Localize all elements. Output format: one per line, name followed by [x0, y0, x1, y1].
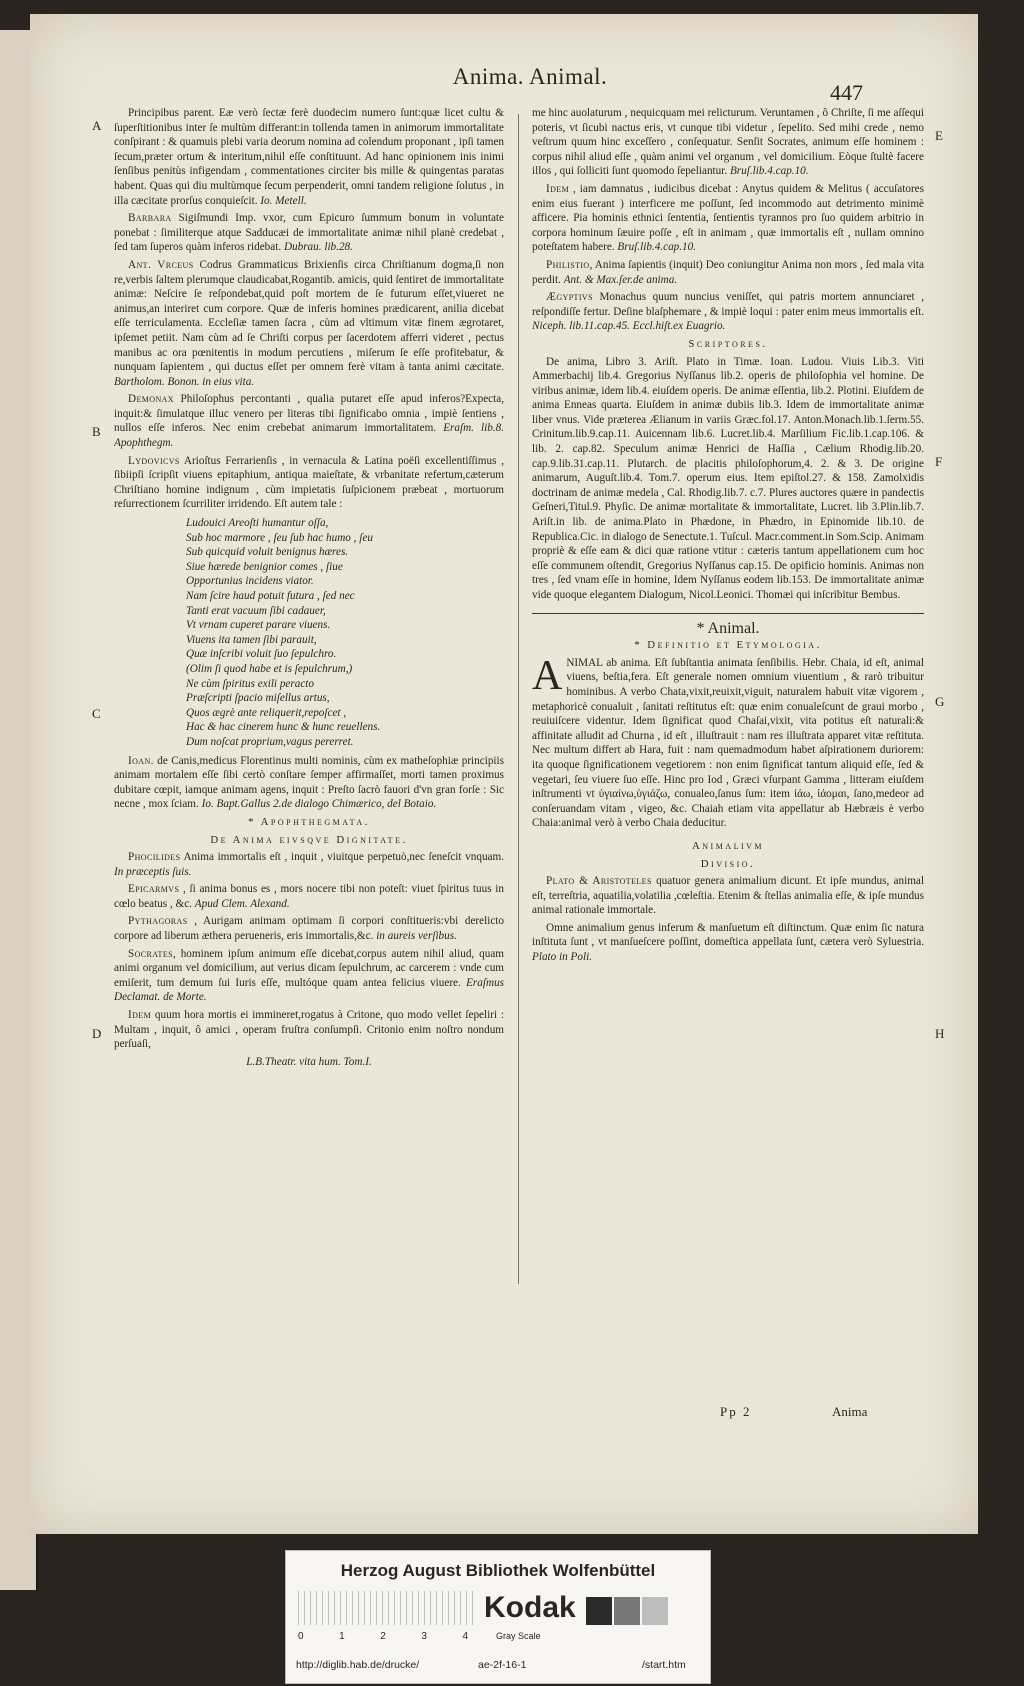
poem-line: Viuens ita tamen ſibi parauit,: [186, 633, 317, 646]
margin-letter-b: B: [92, 424, 101, 439]
paragraph: Ioan. de Canis,medicus Florentinus multi nominis, cùm ex matheſophiæ principiis animam mortalem eſſe ſibi certò conſtare ſemper affirmaſſet, morti tamen proximus dubitare cœpit, iamque animam agens, inquit : Preſto ſacrò fauori d'vn gran forſe : Sic necne , mox ſciam. Io. Bapt.Gallus 2.de dialogo Chimærico, del Botaio.: [114, 754, 504, 811]
ruler-numbers: [298, 1631, 468, 1642]
poem-line: Opportunius incidens viator.: [186, 575, 314, 588]
gray-scale-label: Gray Scale: [496, 1631, 541, 1641]
section-heading: * Animal.: [696, 619, 760, 637]
paragraph: Phocilides Anima immortalis eſt , inquit , viuitque perpetuò,nec ſeneſcit vnquam. In præceptis ſuis.: [114, 851, 504, 878]
signature-mark: Pp 2: [720, 1404, 752, 1419]
poem-line: Vt vrnam cuperet parare viuens.: [186, 619, 331, 632]
paragraph: me hinc auolaturum , nequicquam mei relicturum. Veruntamen , ô Chriſte, ſi me aſſequi poteris, vt ſicubi nactus eris, vt cunque tibi videtur , ſepelito. Sed mihi crede , nemo veſtrum quum hinc exceſſero , conſequatur. Senſit Socrates, animum eſſe hominem : corpus nihil aliud eſſe , quàm animi vel organum , vel domicilium. Eòque ſtultè facere illos , qui ſolliciti ſunt quomodo ſepeliantur. Bruſ.lib.4.cap.10.: [532, 107, 924, 178]
section-rule: [532, 613, 924, 614]
poem-line: Ne cùm ſpiritus exili peracto: [186, 677, 315, 690]
margin-letter-c: C: [92, 706, 101, 721]
book-page: [30, 14, 978, 1534]
right-column: [532, 106, 924, 1446]
poem-line: Nam ſcire haud potuit futura , ſed nec: [186, 590, 355, 602]
page-number: 447: [830, 80, 863, 105]
digital-library-url: http://diglib.hab.de/drucke/: [296, 1659, 420, 1671]
paragraph: Lydovicvs Arioſtus Ferrarienſis , in vernacula & Latina poëſi excellentiſſimus , ſibiipſi ſcripſit viuens epitaphium, antiqua maieſtate, & vrbanitate refertum,cæterum Chriſtiano homine indignum , cùm impietatis ſuſpicionem præbeat , mortuorum reſurrectionem ſcurriliter irridendo. Eſt autem tale :: [114, 454, 504, 511]
paragraph: Omne animalium genus inferum & manſuetum eſt diſtinctum. Quæ enim ſic natura inſtituta ſunt , vt manſueſcere poſſint, domeſtica appellata ſunt, cætera verò Syluestria. Plato in Poli.: [532, 921, 924, 964]
library-name: Herzog August Bibliothek Wolfenbüttel: [340, 1561, 656, 1580]
paragraph: Ægyptivs Monachus quum nuncius veniſſet, qui patris mortem annunciaret , reſpondiſſe fertur. Deſine blaſphemare , & impiè loqui : pater enim meus immortalis eſt. Niceph. lib.11.cap.45. Eccl.hiſt.ex Euagrio.: [532, 291, 924, 333]
scale-ruler: [298, 1591, 478, 1625]
paragraph: Barbara Sigiſmundi Imp. vxor, cum Epicuro ſummum bonum in voluntate ponebat : ſimiliterque atque Sadducæi de immortalitate animæ nihil planè credebat , ſed tam ſuperos quàm inferos ridebat. Dubrau. lib.28.: [114, 212, 504, 254]
paragraph: Epicarmvs , ſi anima bonus es , mors nocere tibi non poteſt: viuet ſpiritus tuus in cœlo beatus , &c. Apud Clem. Alexand.: [114, 883, 504, 910]
paragraph: ANIMAL ab anima. Eſt ſubſtantia animata ſenſibilis. Hebr. Chaia, id eſt, animal viuens, beſtia,fera. Eſt generale nomen omnium viuentium , & rarò tribuitur hominibus. A verbo Chata,vixit,reuixit,viguit, naturalem habuit vitæ vigorem , metaphoricè conualuit , ſanitati reſtitutus eſt: quæ enim conualeſcunt de graui morbo , reuiuiſcere videntur. Idem ſignificat quod Chaſai,vixit, vita potitus eſt naturali:& affinitate alludit ad Churna , id eſt , illuſtrauit : nam res illuſtrata apparet vitæ reſtituta. Nec multum differt ab Hara, fuit : nam quemadmodum habet aſpirationem duriorem: ita quoque ſignificationem vegetiorem : non enim ſignificat tantum aliquid eſſe, ſed & vegetari, ſeu viuere ſuo eſſe. Hinc pro Iod , Græci vſurpant Gamma , litteram eiuſdem inſtrumenti vt ὑγιαίνω,ὑγιάζω, conualeo,ſanus ſum: item ἰάω, ἰάομαι, ſano,medeor ad conſeruandam vitam , vigeo, &c. Chaiah etiam vita appellatur ab Hæbræis è verbo Chaia:animal verò à verbo Chaia deducitur.: [532, 652, 924, 830]
section-heading: * Apophthegmata.: [248, 815, 370, 828]
section-subheading: Divisio.: [700, 857, 756, 870]
ruler-number: 1: [339, 1631, 345, 1642]
margin-letter-a: A: [92, 118, 102, 133]
margin-letter-f: F: [935, 454, 943, 469]
paragraph: Pythagoras , Aurigam animam optimam ſi corpori conſtitueris:vbi derelicto corpore ad liberum æthera perueneris, eris immortalis,&c. in aureis verſibus.: [114, 915, 504, 943]
margin-letter-d: D: [92, 1026, 102, 1041]
paragraph: Ant. Vrceus Codrus Grammaticus Brixienſis circa Chriſtianum dogma,ſi non re,verbis ſaltem plerumque claudicabat,Rogantib. amicis, quid ſentiret de immortalitate animæ: Neſcire ſe reſpondebat,quid poſt mortem de ſe futurum eſſet,viueret ne animus,an interiret cum corpore. Quæ de inferis homines prædicarent, anilia dicebat eſſe terriculamenta. Eccleſiæ tamen ſacra , cùm ad vltimum vitæ finem ægrotaret, ipſemet petiit. Nam cùm ad ſe Chriſti corpus per ſacerdotem afferri videret , pectus manibus ac ora pœnitentis in modum percutiens , miſerum ſe eſſe profitebatur, & nunquam ſapientem , qui ductus eſſet per omnem ferè vitam à tanta animi cæcitate. Bartholom. Bonon. in eius vita.: [114, 258, 504, 388]
gray-swatch-dark: [586, 1597, 612, 1625]
poem-line: Præſcripti ſpacio miſellus artus,: [186, 692, 330, 705]
paragraph: Philistio, Anima ſapientis (inquit) Deo coniungitur Anima non mors , ſed mala vita perdit. Ant. & Max.ſer.de anima.: [532, 258, 924, 286]
paragraph: Principibus parent. Eæ verò ſectæ ferè duodecim numero ſunt:quæ licet cultu & ſuperſtitionibus inter ſe multùm differant:in tollenda tamen in animorum immortalitate conſpirant : & quamuis plebi varia deorum nomina ad colendum proponant , ipſi tamen ſecum,præter ortum & interitum,nihil eſſe conſtituunt. Ad hanc opinionem inis inimi ſenſibus penitùs infigendam , commentationes circiter bis mille & quingentas paratas habent. Quas qui diu multùmque ſecum perpenderit, omni tandem religione ſolutus , in illa cæcitate prorſus conquieſcit. Io. Metell.: [114, 107, 504, 207]
ruler-number: 3: [421, 1631, 427, 1642]
epitaph-poem: [186, 516, 504, 750]
drop-cap: A: [532, 652, 563, 699]
poem-line: Hac & hac cinerem hunc & hunc reuellens.: [186, 721, 381, 734]
ruler-number: 0: [298, 1631, 304, 1642]
section-heading: Scriptores.: [688, 337, 768, 350]
poem-line: (Olim ſi quod habe et is ſepulchrum,): [186, 662, 353, 675]
poem-line: Quos ægrè ante reliquerit,repoſcet ,: [186, 706, 347, 719]
section-subheading: * Definitio et Etymologia.: [634, 639, 822, 652]
page-title: Anima. Animal.: [452, 64, 608, 89]
ruler-number: 2: [380, 1631, 386, 1642]
catchword: Anima: [832, 1404, 868, 1419]
kodak-logo: Kodak: [484, 1591, 576, 1624]
color-calibration-card: [285, 1550, 711, 1684]
gray-swatch-mid: [614, 1597, 640, 1625]
url-suffix: /start.htm: [642, 1659, 686, 1671]
paragraph: De anima, Libro 3. Ariſt. Plato in Timæ. Ioan. Ludou. Viuis Lib.3. Viti Ammerbachij lib.4. Gregorius Nyſſanus lib.2. operis de philoſophia vel homine. De viribus animæ, idem lib.4. eiuſdem operis. De animæ eſſentia, lib.2. Plotini. Eiuſdem de anima Enneas quarta. Eiuſdem in animæ dubiis lib.3. Idem de immortalitate animæ liber vnus. Vide præterea Ælianum in variis Græc.fol.17. Anton.Monach.lib.1.ſerm.55. Crinitum.lib.9.cap.11. Auicennam lib.6. Lucret.lib.4. Marſilium Fic.lib.1.cap.106. & lib. 2. cap.82. Speculum animæ Henrici de Haſſia , Cælium Rhodig.lib.20. cap.9.lib.31.cap.11. Plutarch. de placitis philoſophorum,4. 2. & 3. De origine animarum, Auguſt.lib.4. Tom.7. operum eius. Item epiſtol.27. & 158. Zamolxidis doctrinam de animæ medela , Cal. Rhodig.lib.7. c.7. Plures auctores quære in pandectis Geſneri,Titul.9. Phyſic. De animæ mortalitate & immortalitate, Lucret. lib 3.Plin.lib.7. Ariſt.in lib. de anima.Plato in Phædone, in Phædro, in Epinomide lib.10. de Republica.Cic. in dialogo de Senectute.1. Tuſcul. Macr.comment.in Som.Scip. Animam propriè & eſſe eam & dici quæ ratione vtitur : cæteris tantum appellationem cum hoc eſſe communem oſtendit, Gregorius Nyſſanus cap.15. De opificio hominis. Animas non tres , ſed vnam eſſe in homine, Idem Nyſſanus eodem lib.153. De immortalitate animæ vide quoque elegantem Dialogum, Nicol.Leonici. Thomæi qui inſcribitur Bembus.: [532, 355, 924, 601]
poem-line: Quæ inſcribi voluit ſuo ſepulchro.: [186, 648, 337, 661]
poem-line: Ludouici Areoſti humantur oſſa,: [186, 517, 329, 530]
paragraph: Idem , iam damnatus , iudicibus dicebat : Anytus quidem & Melitus ( accuſatores enim eius fuerant ) interficere me poſſunt, ſed incommodo aut detrimento minimè afficere. Pia hominis ethnici ſententia, ſentientis tyrannos pro ſuo quidem arbitrio in corpora hominum ſæuire poſſe , eſt in animam , quæ immortalis eſt , nullam omnino poteſtatem habere. Bruſ.lib.4.cap.10.: [532, 182, 924, 254]
column-divider: [518, 114, 519, 1284]
margin-letter-g: G: [935, 694, 945, 709]
shelfmark: ae-2f-16-1: [478, 1659, 527, 1671]
source-citation: L.B.Theatr. vita hum. Tom.I.: [246, 1055, 372, 1068]
left-column: [114, 106, 504, 1446]
section-subheading: De Anima eivsqve Dignitate.: [210, 833, 408, 846]
poem-line: Sub quicquid voluit benignus hæres.: [186, 546, 349, 559]
gray-swatch-light: [642, 1597, 668, 1625]
paragraph: Demonax Philoſophus percontanti , qualia putaret eſſe apud inferos?Expecta, inquit:& ſimulatque illuc venero per literas tibi ſignificabo omnia , impiè ſentiens , nullos eſſe inferos. Nec enim crebebat animarum immortalitatem. Eraſm. lib.8. Apophthegm.: [114, 393, 504, 450]
poem-line: Sub hoc marmore , ſeu ſub hac humo , ſeu: [186, 531, 373, 544]
paragraph: Plato & Aristoteles quatuor genera animalium dicunt. Et ipſe mundus, animal eſt, terreſtria, aquatilia,volatilia ,cœleſtia. Etenim & ſtellas animalia eſſe, & ipſe mundus animal rationale immortale.: [532, 875, 924, 917]
poem-line: Dum noſcat proprium,vagus pererret.: [186, 735, 354, 748]
poem-line: Tanti erat vacuum ſibi cadauer,: [186, 604, 326, 617]
margin-letter-e: E: [935, 128, 943, 143]
poem-line: Siue hærede benignior comes , ſiue: [186, 560, 343, 573]
paragraph: Idem quum hora mortis ei immineret,rogatus à Critone, quo modo vellet ſepeliri : Multam , inquit, ô amici , operam fruſtra conſumpſi. Critonio enim noſtro nondum perſuaſi,: [114, 1009, 504, 1051]
ruler-number: 4: [462, 1631, 468, 1642]
section-heading: Animalivm: [691, 839, 765, 852]
paragraph: Socrates, hominem ipſum animum eſſe dicebat,corpus autem nihil aliud, quam animi organum vel domicilium, aut verius dicam ſepulchrum, ac carcerem : vnde cum emiſerit, tum demum ſui Iuris eſſe, multóque quam antea felicius viuere. Eraſmus Declamat. de Morte.: [114, 947, 504, 1004]
margin-letter-h: H: [935, 1026, 945, 1041]
